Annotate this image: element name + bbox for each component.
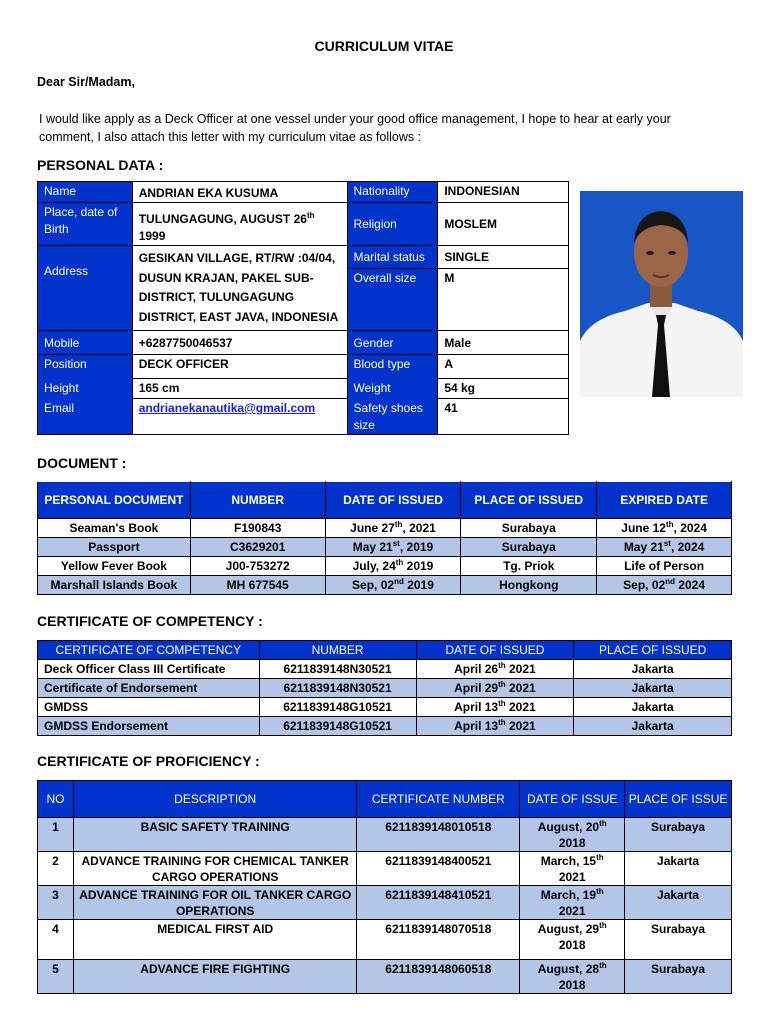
coc-number: 6211839148G10521 (259, 698, 416, 717)
document-heading: DOCUMENT : (37, 455, 127, 471)
cop-no: 5 (38, 960, 74, 994)
coc-name: Deck Officer Class III Certificate (38, 660, 260, 679)
date-part: 2021 (505, 719, 536, 733)
date-sup: th (498, 680, 506, 689)
address-label: Address (38, 246, 133, 331)
table-row (38, 886, 732, 920)
coc-place: Jakarta (574, 679, 732, 698)
marital-label: Marital status (347, 246, 438, 269)
coc-date (416, 660, 574, 679)
doc-name: Yellow Fever Book (38, 557, 191, 576)
date-part: August, 29 (537, 922, 600, 936)
coc-number: 6211839148N30521 (259, 660, 416, 679)
shoes-value: 41 (438, 399, 569, 435)
coc-name: GMDSS (38, 698, 260, 717)
cop-date (520, 960, 625, 994)
doc-col-header: PERSONAL DOCUMENT (38, 482, 191, 519)
doc-name: Marshall Islands Book (38, 576, 191, 595)
date-part: 2019 (403, 559, 434, 573)
date-part: 2021 (505, 662, 536, 676)
doc-issued (325, 519, 461, 538)
shoes-label: Safety shoes size (347, 399, 438, 435)
table-row (38, 576, 732, 595)
name-label: Name (38, 182, 133, 203)
coc-name: Certificate of Endorsement (38, 679, 260, 698)
date-sup: th (395, 558, 404, 567)
date-part: , 2021 (402, 521, 436, 535)
doc-name: Seaman's Book (38, 519, 191, 538)
personal-data-heading: PERSONAL DATA : (37, 157, 164, 173)
date-part: , 2024 (670, 540, 705, 554)
religion-value: MOSLEM (438, 203, 569, 246)
cop-place: Surabaya (625, 960, 732, 994)
cop-number: 6211839148010518 (357, 818, 520, 852)
doc-place: Tg. Priok (461, 557, 597, 576)
cop-number: 6211839148070518 (357, 920, 520, 960)
cop-no: 3 (38, 886, 74, 920)
blood-type-value: A (438, 355, 569, 379)
coc-date (416, 717, 574, 736)
date-sup: th (498, 699, 506, 708)
date-sup: th (599, 819, 607, 828)
cop-col-header: NO (38, 781, 74, 818)
name-value: ANDRIAN EKA KUSUMA (132, 182, 347, 203)
page-title: CURRICULUM VITAE (314, 38, 454, 54)
doc-col-header: PLACE OF ISSUED (461, 482, 597, 519)
doc-expired (597, 519, 732, 538)
date-sup: th (596, 853, 604, 862)
date-part: April 13 (454, 719, 499, 733)
date-part: Life of Person (624, 559, 705, 573)
proficiency-table (37, 780, 732, 994)
competency-table (37, 640, 732, 736)
date-part: April 13 (454, 700, 499, 714)
blood-type-label: Blood type (347, 355, 438, 379)
doc-issued (325, 576, 461, 595)
weight-label: Weight (347, 379, 438, 399)
cop-no: 4 (38, 920, 74, 960)
coc-place: Jakarta (574, 717, 732, 736)
greeting: Dear Sir/Madam, (37, 75, 135, 89)
email-link[interactable]: andrianekanautika@gmail.com (138, 401, 316, 415)
table-row (38, 519, 732, 538)
email-value (132, 399, 347, 435)
date-sup: th (599, 961, 607, 970)
coc-place: Jakarta (574, 660, 732, 679)
date-part: 2021 (558, 870, 586, 884)
coc-number: 6211839148G10521 (259, 717, 416, 736)
doc-expired (597, 576, 732, 595)
date-sup: nd (394, 577, 404, 586)
cop-no: 2 (38, 852, 74, 886)
table-row (38, 920, 732, 960)
doc-col-header: NUMBER (190, 482, 325, 519)
date-part: Sep, 02 (623, 578, 666, 592)
personal-data-table (37, 181, 569, 435)
competency-heading: CERTIFICATE OF COMPETENCY : (37, 613, 263, 629)
cop-place: Jakarta (625, 852, 732, 886)
date-sup: th (599, 921, 607, 930)
coc-number: 6211839148N30521 (259, 679, 416, 698)
cop-col-header: DATE OF ISSUE (520, 781, 625, 818)
cop-number: 6211839148060518 (357, 960, 520, 994)
cop-date (520, 852, 625, 886)
table-row (38, 557, 732, 576)
date-sup: th (394, 520, 403, 529)
coc-name: GMDSS Endorsement (38, 717, 260, 736)
marital-value: SINGLE (438, 246, 569, 269)
doc-name: Passport (38, 538, 191, 557)
date-part: 2019 (403, 578, 434, 592)
cop-no: 1 (38, 818, 74, 852)
cop-desc: ADVANCE TRAINING FOR CHEMICAL TANKER CARGO OPERATIONS (73, 852, 356, 886)
coc-col-header: NUMBER (259, 641, 416, 660)
intro-paragraph: I would like apply as a Deck Officer at one vessel under your good office management, I hope to hear at early your comment, I also attach this letter with my curriculum vitae as follows : (39, 112, 671, 144)
cop-desc: BASIC SAFETY TRAINING (73, 818, 356, 852)
date-part: August, 20 (537, 820, 600, 834)
table-row (38, 660, 732, 679)
date-part: 2018 (558, 938, 586, 952)
coc-col-header: PLACE OF ISSUED (574, 641, 732, 660)
proficiency-heading: CERTIFICATE OF PROFICIENCY : (37, 753, 260, 769)
doc-issued (325, 538, 461, 557)
coc-date (416, 679, 574, 698)
table-row (38, 698, 732, 717)
doc-number: C3629201 (190, 538, 325, 557)
cop-date (520, 818, 625, 852)
doc-col-header: DATE OF ISSUED (325, 482, 461, 519)
cop-desc: ADVANCE TRAINING FOR OIL TANKER CARGO OPERATIONS (73, 886, 356, 920)
overall-size-value: M (438, 269, 569, 331)
date-sup: th (498, 718, 506, 727)
date-sup: th (596, 887, 604, 896)
date-sup: st (663, 539, 671, 548)
date-part: , 2019 (399, 540, 434, 554)
doc-number: MH 677545 (190, 576, 325, 595)
mobile-label: Mobile (38, 331, 133, 355)
cop-place: Jakarta (625, 886, 732, 920)
mobile-value: +6287750046537 (132, 331, 347, 355)
table-row (38, 679, 732, 698)
position-value: DECK OFFICER (132, 355, 347, 379)
coc-col-header: DATE OF ISSUED (416, 641, 574, 660)
date-sup: nd (665, 577, 675, 586)
date-part: 2021 (558, 904, 586, 918)
date-sup: st (392, 539, 400, 548)
cop-desc: ADVANCE FIRE FIGHTING (73, 960, 356, 994)
height-value: 165 cm (132, 379, 347, 399)
overall-size-label: Overall size (347, 269, 438, 331)
doc-expired (597, 557, 732, 576)
date-sup: th (498, 661, 506, 670)
coc-col-header: CERTIFICATE OF COMPETENCY (38, 641, 260, 660)
doc-place: Surabaya (461, 538, 597, 557)
date-part: May 21 (623, 540, 664, 554)
table-row (38, 717, 732, 736)
birth-sup: th (306, 211, 315, 220)
date-part: June 12 (621, 521, 666, 535)
date-part: August, 28 (537, 962, 600, 976)
cop-date (520, 920, 625, 960)
date-part: April 26 (454, 662, 499, 676)
doc-place: Hongkong (461, 576, 597, 595)
date-part: 2018 (558, 836, 586, 850)
table-row (38, 960, 732, 994)
coc-place: Jakarta (574, 698, 732, 717)
cop-number: 6211839148410521 (357, 886, 520, 920)
coc-date (416, 698, 574, 717)
profile-photo (580, 191, 743, 397)
table-row (38, 818, 732, 852)
cop-col-header: CERTIFICATE NUMBER (357, 781, 520, 818)
date-part: July, 24 (352, 559, 396, 573)
date-part: 2021 (505, 681, 536, 695)
nationality-value: INDONESIAN (438, 182, 569, 203)
birth-place: TULUNGAGUNG, AUGUST 26 (138, 212, 307, 226)
cop-place: Surabaya (625, 818, 732, 852)
date-part: Sep, 02 (352, 578, 395, 592)
birth-year: 1999 (138, 229, 166, 243)
doc-issued (325, 557, 461, 576)
date-part: May 21 (352, 540, 393, 554)
address-value: GESIKAN VILLAGE, RT/RW :04/04, DUSUN KRAJAN, PAKEL SUB-DISTRICT, TULUNGAGUNG DISTRICT, EAST JAVA, INDONESIA (132, 246, 347, 331)
doc-number: J00-753272 (190, 557, 325, 576)
doc-number: F190843 (190, 519, 325, 538)
cop-col-header: DESCRIPTION (73, 781, 356, 818)
religion-label: Religion (347, 203, 438, 246)
position-label: Position (38, 355, 133, 379)
date-part: 2021 (505, 700, 536, 714)
nationality-label: Nationality (347, 182, 438, 203)
height-label: Height (38, 379, 133, 399)
date-part: 2024 (674, 578, 705, 592)
date-part: April 29 (454, 681, 499, 695)
date-part: , 2024 (673, 521, 707, 535)
cop-number: 6211839148400521 (357, 852, 520, 886)
cop-desc: MEDICAL FIRST AID (73, 920, 356, 960)
doc-place: Surabaya (461, 519, 597, 538)
date-part: 2018 (558, 978, 586, 992)
table-row (38, 852, 732, 886)
email-label: Email (38, 399, 133, 435)
date-part: March, 19 (540, 888, 597, 902)
cop-col-header: PLACE OF ISSUE (625, 781, 732, 818)
gender-label: Gender (347, 331, 438, 355)
cop-date (520, 886, 625, 920)
date-part: June 27 (350, 521, 395, 535)
document-table (37, 481, 732, 595)
cop-place: Surabaya (625, 920, 732, 960)
doc-col-header: EXPIRED DATE (597, 482, 732, 519)
gender-value: Male (438, 331, 569, 355)
doc-expired (597, 538, 732, 557)
date-sup: th (665, 520, 674, 529)
table-row (38, 538, 732, 557)
date-part: March, 15 (540, 854, 597, 868)
birth-value (132, 203, 347, 246)
weight-value: 54 kg (438, 379, 569, 399)
birth-label: Place, date of Birth (38, 203, 133, 246)
